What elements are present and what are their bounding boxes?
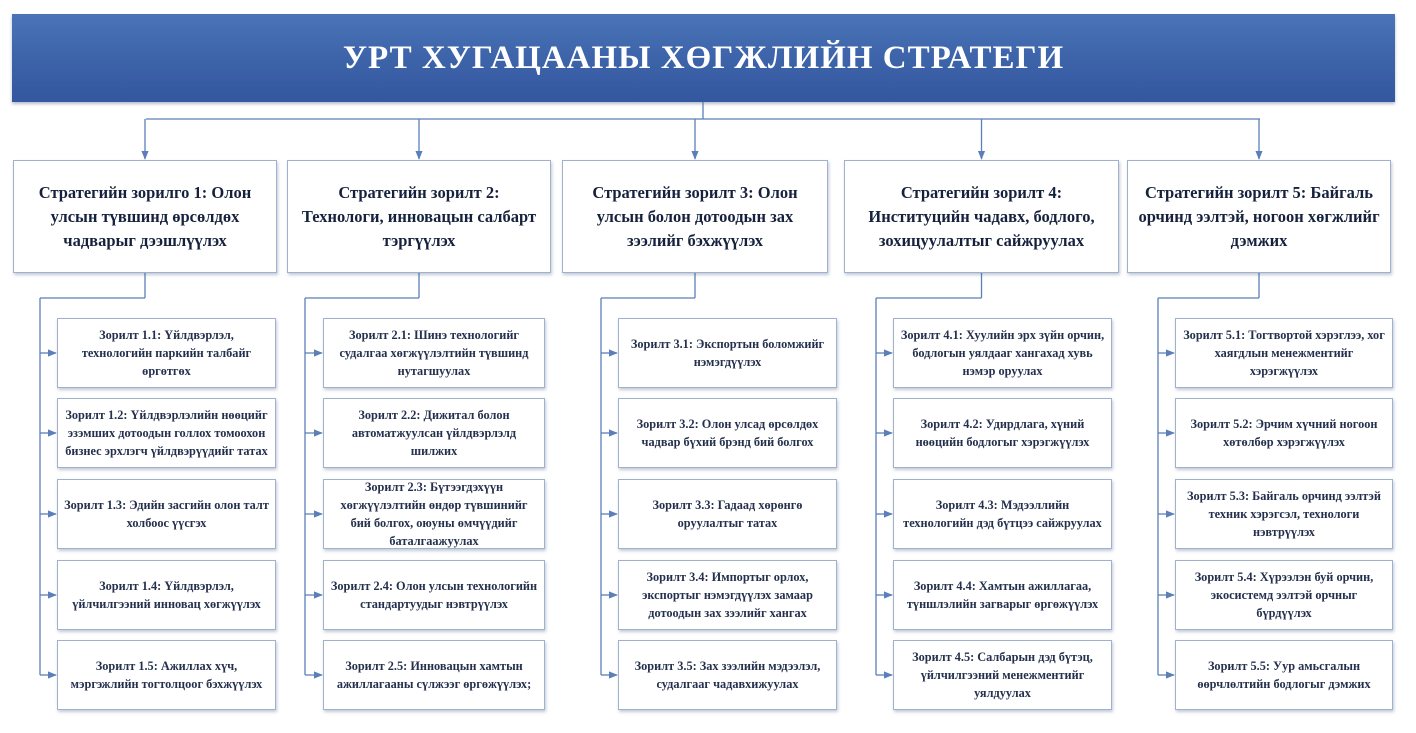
objective-4-3-box: Зорилт 4.3: Мэдээллийн технологийн дэд бүтцээ сайжруулах (893, 479, 1112, 549)
objective-4-4-box: Зорилт 4.4: Хамтын ажиллагаа, түншлэлийн загварыг өргөжүүлэх (893, 560, 1112, 630)
objective-2-4-box: Зорилт 2.4: Олон улсын технологийн стандартуудыг нэвтрүүлэх (323, 560, 545, 630)
objective-3-1-box: Зорилт 3.1: Экспортын боломжийг нэмэгдүүлэх (618, 318, 837, 388)
goal-5-box: Стратегийн зорилт 5: Байгаль орчинд ээлтэй, ногоон хөгжлийг дэмжих (1127, 160, 1391, 273)
objective-2-2-box: Зорилт 2.2: Дижитал болон автоматжуулсан үйлдвэрлэлд шилжих (323, 398, 545, 468)
objective-2-1-box: Зорилт 2.1: Шинэ технологийг судалгаа хөгжүүлэлтийн түвшинд нутагшуулах (323, 318, 545, 388)
objective-3-2-box: Зорилт 3.2: Олон улсад өрсөлдөх чадвар бүхий брэнд бий болгох (618, 398, 837, 468)
objective-4-1-box: Зорилт 4.1: Хуулийн эрх зүйн орчин, бодлогын уялдааг хангахад хувь нэмэр оруулах (893, 318, 1112, 388)
objective-5-5-box: Зорилт 5.5: Уур амьсгалын өөрчлөлтийн бодлогыг дэмжих (1175, 640, 1393, 710)
objective-1-2-box: Зорилт 1.2: Үйлдвэрлэлийн нөөцийг эзэмших дотоодын голлох томоохон бизнес эрхлэгч үйлдвэрүүдийг татах (57, 398, 276, 468)
objective-1-4-box: Зорилт 1.4: Үйлдвэрлэл, үйлчилгээний инновац хөгжүүлэх (57, 560, 276, 630)
objective-1-1-box: Зорилт 1.1: Үйлдвэрлэл, технологийн паркийн талбайг өргөтгөх (57, 318, 276, 388)
objective-3-5-box: Зорилт 3.5: Зах зээлийн мэдээлэл, судалгааг чадавхижуулах (618, 640, 837, 710)
objective-2-5-box: Зорилт 2.5: Инновацын хамтын ажиллагааны сүлжээг өргөжүүлэх; (323, 640, 545, 710)
objective-4-2-box: Зорилт 4.2: Удирдлага, хүний нөөцийн бодлогыг хэрэгжүүлэх (893, 398, 1112, 468)
objective-5-1-box: Зорилт 5.1: Тогтвортой хэрэглээ, хог хаягдлын менежментийг хэрэгжүүлэх (1175, 318, 1393, 388)
objective-4-5-box: Зорилт 4.5: Салбарын дэд бүтэц, үйлчилгээний менежментийг уялдуулах (893, 640, 1112, 710)
objective-3-4-box: Зорилт 3.4: Импортыг орлох, экспортыг нэмэгдүүлэх замаар дотоодын зах зээлийг хангах (618, 560, 837, 630)
objective-3-3-box: Зорилт 3.3: Гадаад хөрөнгө оруулалтыг татах (618, 479, 837, 549)
strategy-title: УРТ ХУГАЦААНЫ ХӨГЖЛИЙН СТРАТЕГИ (342, 39, 1065, 76)
objective-1-3-box: Зорилт 1.3: Эдийн засгийн олон талт холбоос үүсгэх (57, 479, 276, 549)
goal-2-box: Стратегийн зорилт 2: Технологи, инновацын салбарт тэргүүлэх (287, 160, 551, 273)
objective-1-5-box: Зорилт 1.5: Ажиллах хүч, мэргэжлийн тогтолцоог бэхжүүлэх (57, 640, 276, 710)
objective-5-2-box: Зорилт 5.2: Эрчим хүчний ногоон хөтөлбөр хэрэгжүүлэх (1175, 398, 1393, 468)
objective-5-4-box: Зорилт 5.4: Хүрээлэн буй орчин, экосистемд ээлтэй орчныг бүрдүүлэх (1175, 560, 1393, 630)
objective-5-3-box: Зорилт 5.3: Байгаль орчинд ээлтэй техник хэрэгсэл, технологи нэвтрүүлэх (1175, 479, 1393, 549)
goal-1-box: Стратегийн зорилго 1: Олон улсын түвшинд өрсөлдөх чадварыг дээшлүүлэх (13, 160, 277, 273)
goal-3-box: Стратегийн зорилт 3: Олон улсын болон дотоодын зах зээлийг бэхжүүлэх (562, 160, 828, 273)
goal-4-box: Стратегийн зорилт 4: Институцийн чадавх, бодлого, зохицуулалтыг сайжруулах (844, 160, 1119, 273)
objective-2-3-box: Зорилт 2.3: Бүтээгдэхүүн хөгжүүлэлтийн өндөр түвшинийг бий болгох, оюуны өмчүүдийг баталгаажуулах (323, 479, 545, 549)
